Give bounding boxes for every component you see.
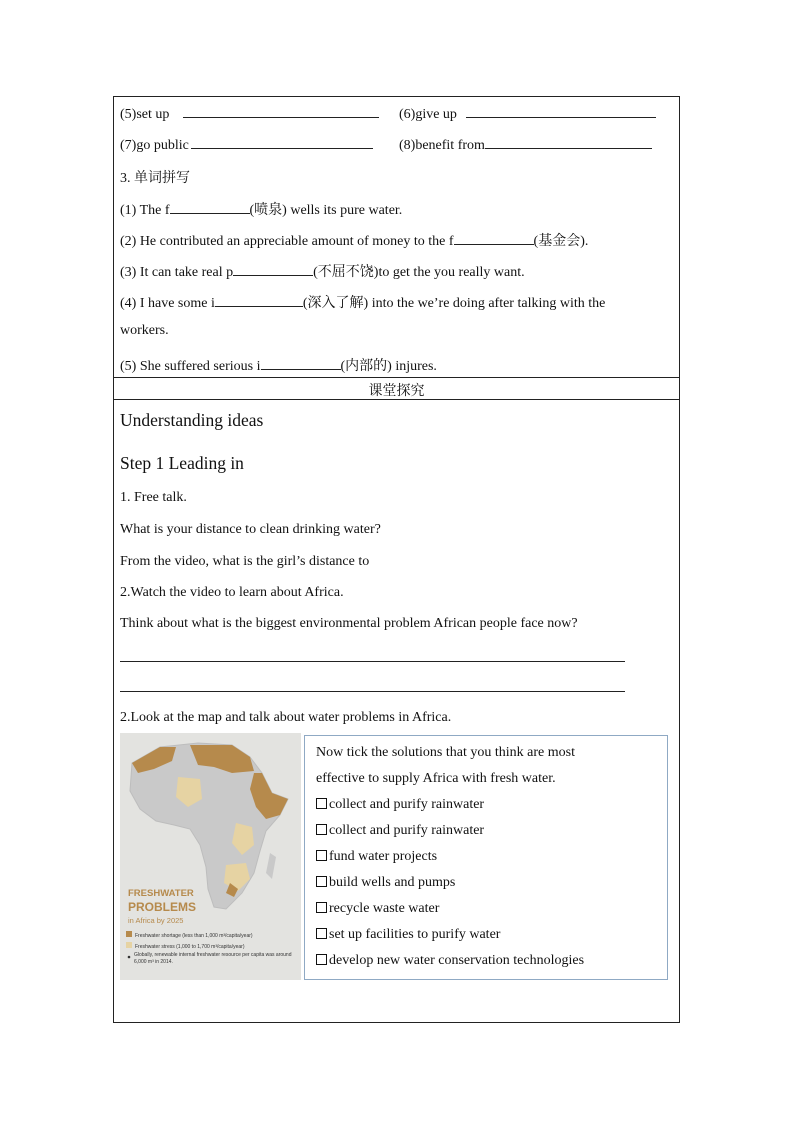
phrase-7: (7)go public [120,136,373,154]
checkbox[interactable] [316,876,327,887]
question-2a: Think about what is the biggest environmental problem African people face now? [120,616,578,631]
solution-item-7[interactable]: develop new water conservation technologies [316,953,584,969]
question-2: 2.Watch the video to learn about Africa. [120,585,344,600]
understanding-title: Understanding ideas [120,410,264,430]
legend-stress-swatch [126,942,132,948]
solution-item-5[interactable]: recycle waste water [316,901,439,917]
question-1: 1. Free talk. [120,490,187,505]
solution-item-6[interactable]: set up facilities to purify water [316,927,500,943]
answer-blank[interactable] [466,105,656,118]
bullet-icon [128,956,131,959]
spelling-item-3: (3) It can take real p (不屈不饶)to get the you really want. [120,265,525,280]
answer-blank[interactable] [191,136,373,149]
phrase-8: (8)benefit from [399,136,652,154]
step1-title: Step 1 Leading in [120,453,244,473]
legend-stress-label: Freshwater stress (1,000 to 1,700 m³/capita/year) [135,944,245,950]
answer-blank[interactable] [233,263,313,276]
africa-water-map [120,733,301,980]
solution-item-3[interactable]: fund water projects [316,849,437,865]
answer-line[interactable] [120,661,625,662]
checkbox[interactable] [316,902,327,913]
map-note-wrap [134,952,298,974]
solutions-intro-2: effective to supply Africa with fresh water. [316,771,556,786]
checkbox[interactable] [316,850,327,861]
divider [113,377,680,378]
spelling-item-1: (1) The f (喷泉) wells its pure water. [120,203,403,218]
map-title-1: FRESHWATER [128,888,194,899]
legend-shortage-label: Freshwater shortage (less than 1,000 m³/capita/year) [135,933,253,939]
solutions-intro-1: Now tick the solutions that you think are most [316,745,575,760]
map-note: Globally, renewable internal freshwater resource per capita was around 6,000 m³ in 2014. [134,952,292,965]
spelling-item-4-cont: workers. [120,323,169,338]
phrase-6: (6)give up [399,105,656,123]
answer-blank[interactable] [170,201,250,214]
question-1b: From the video, what is the girl’s distance to [120,554,370,569]
answer-line[interactable] [120,691,625,692]
answer-blank[interactable] [183,105,379,118]
checkbox[interactable] [316,954,327,965]
solution-item-2[interactable]: collect and purify rainwater [316,823,484,839]
question-1a: What is your distance to clean drinking water? [120,522,381,537]
question-3: 2.Look at the map and talk about water problems in Africa. [120,710,452,725]
solution-item-4[interactable]: build wells and pumps [316,875,455,891]
spelling-item-2: (2) He contributed an appreciable amount of money to the f (基金会). [120,234,589,249]
section-header: 课堂探究 [368,384,425,399]
spelling-item-4: (4) I have some i (深入了解) into the we’re doing after talking with the [120,296,606,311]
checkbox[interactable] [316,824,327,835]
spelling-title: 3. 单词拼写 [120,171,190,186]
divider [113,399,680,400]
answer-blank[interactable] [261,357,341,370]
answer-blank[interactable] [454,232,534,245]
checkbox[interactable] [316,928,327,939]
phrase-5: (5)set up [120,105,379,123]
answer-blank[interactable] [485,136,652,149]
checkbox[interactable] [316,798,327,809]
solution-item-1[interactable]: collect and purify rainwater [316,797,484,813]
answer-blank[interactable] [215,294,303,307]
map-title-2: PROBLEMS [128,900,197,914]
map-title-3: in Africa by 2025 [128,916,184,925]
legend-shortage-swatch [126,931,132,937]
spelling-item-5: (5) She suffered serious i (内部的) injures. [120,359,437,374]
